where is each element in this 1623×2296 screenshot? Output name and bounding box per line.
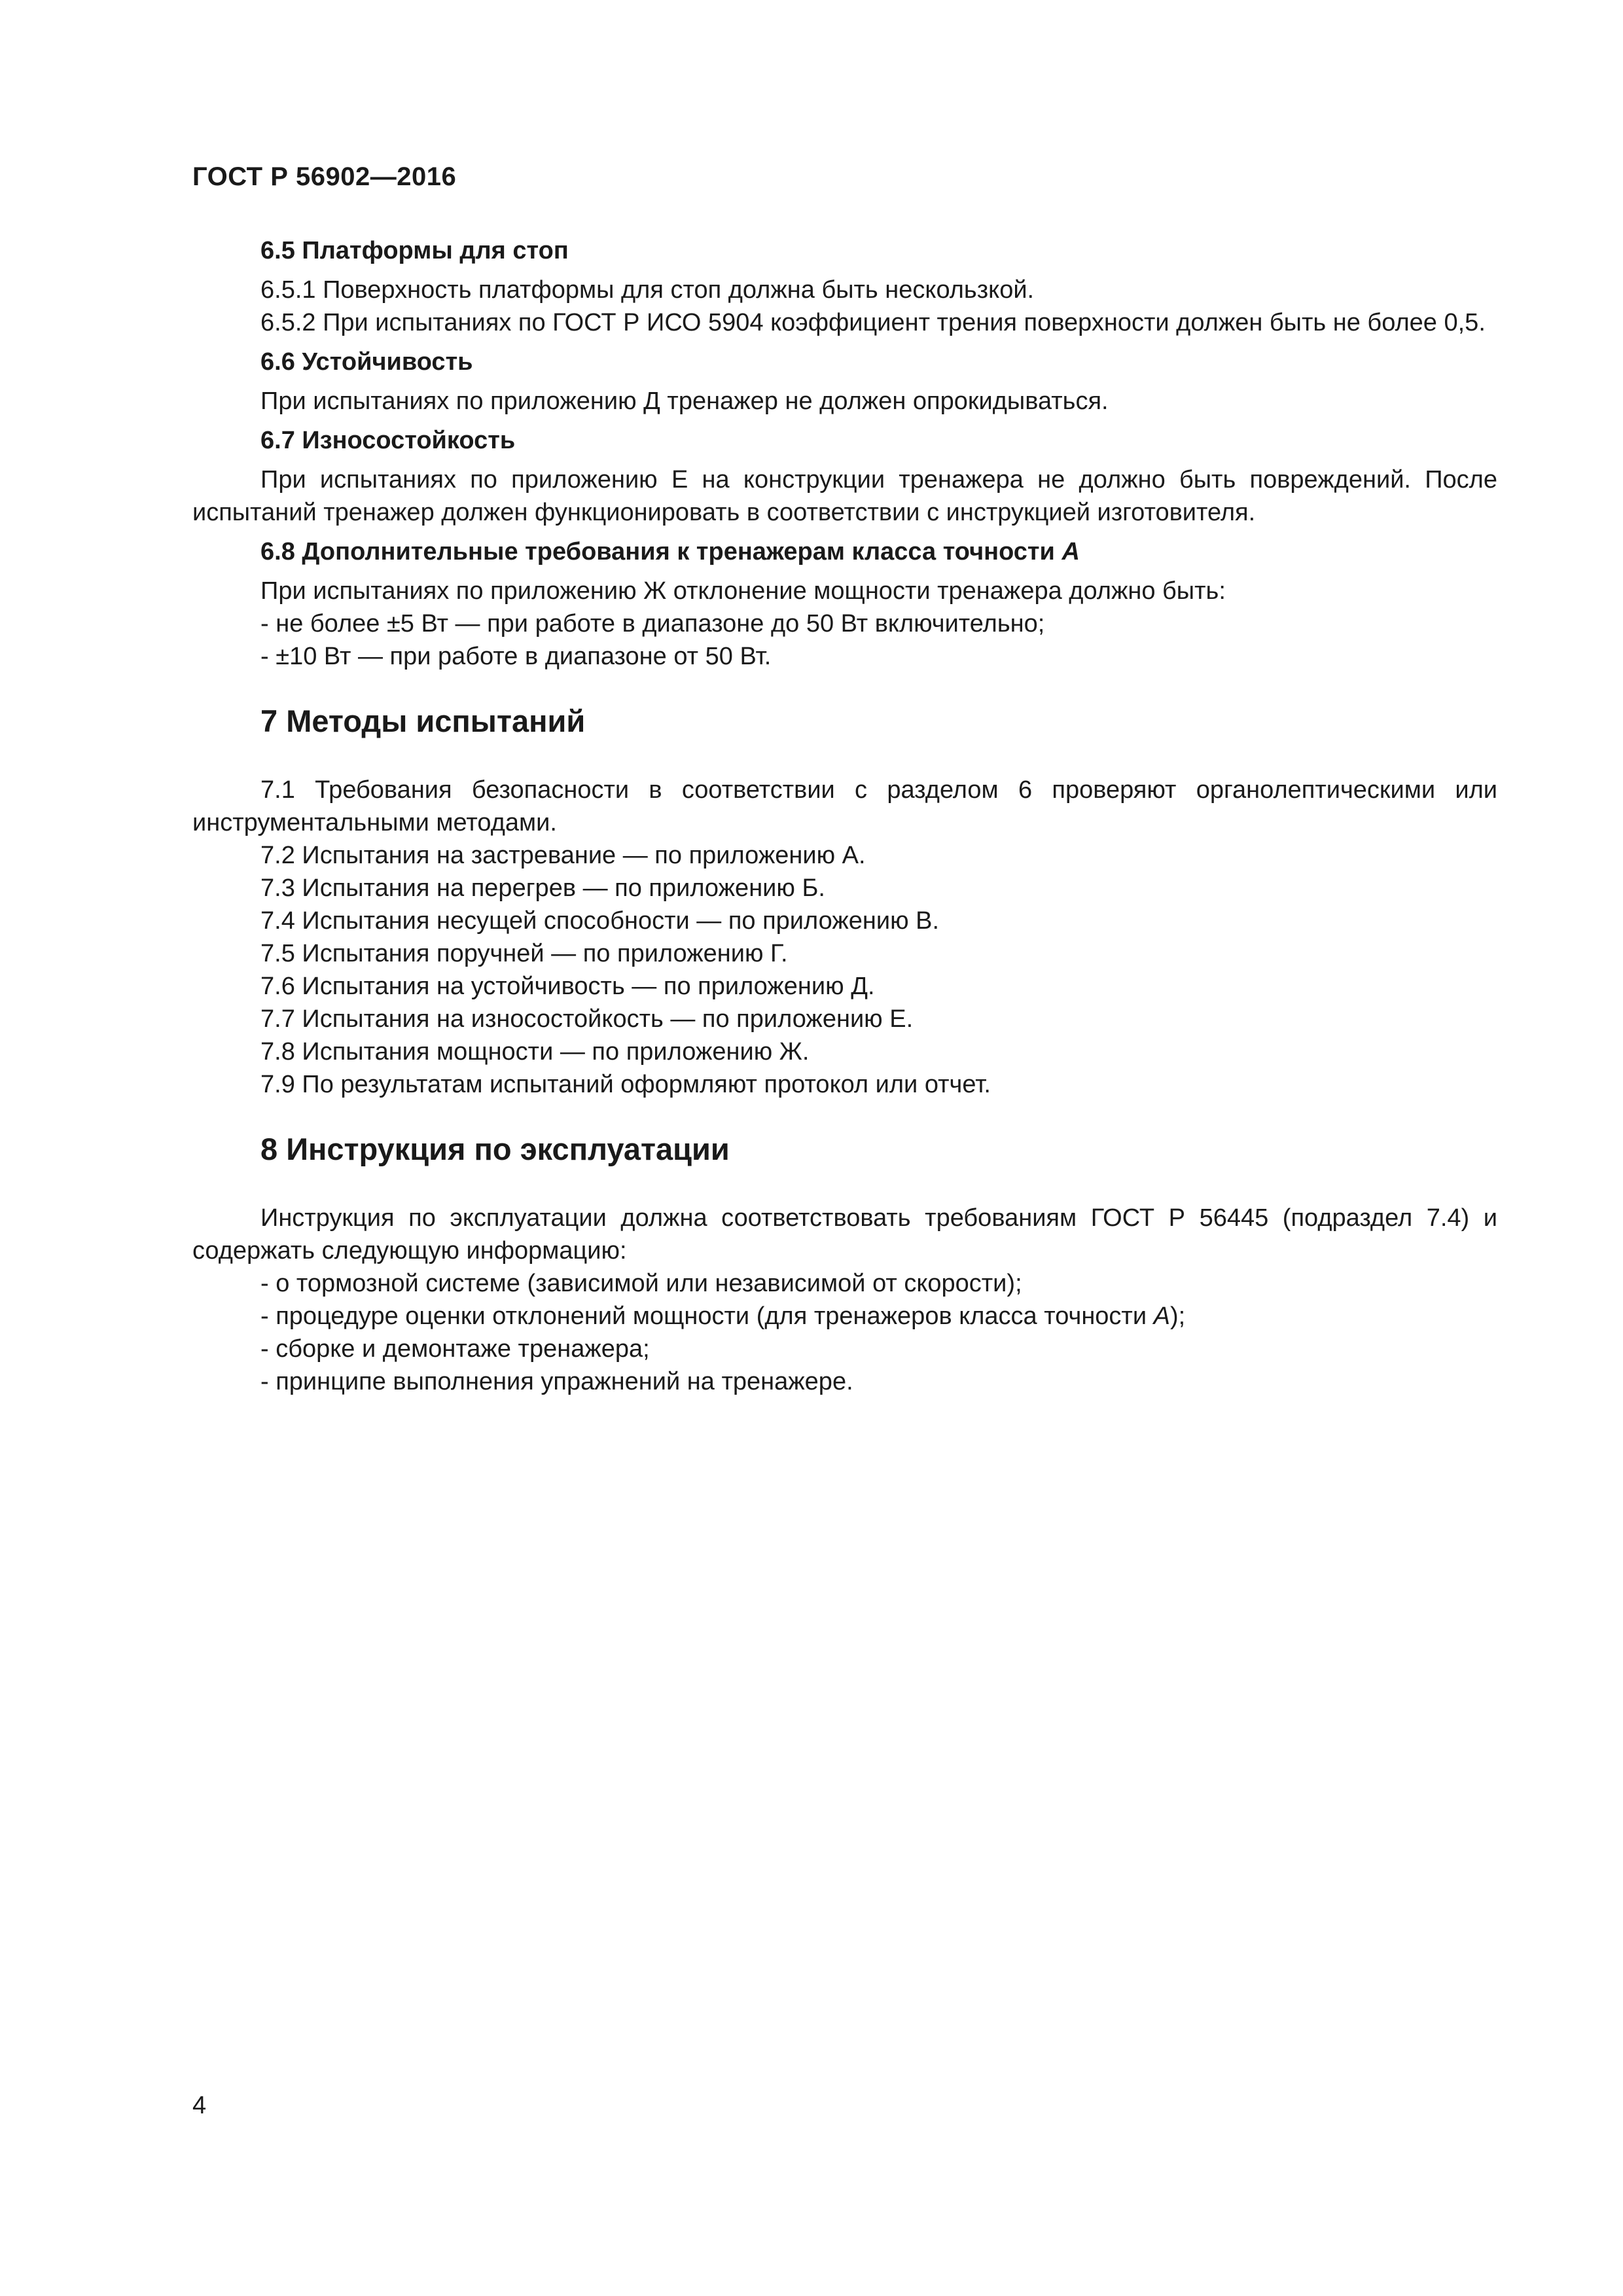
list-item: - принципе выполнения упражнений на тренажере. xyxy=(260,1368,853,1395)
page-number: 4 xyxy=(192,2092,207,2119)
paragraph-7-5: 7.5 Испытания поручней — по приложению Г. xyxy=(260,940,788,967)
list-item: - сборке и демонтаже тренажера; xyxy=(260,1335,650,1363)
section-6-6-title: 6.6 Устойчивость xyxy=(260,348,473,376)
paragraph-7-7: 7.7 Испытания на износостойкость — по приложению Е. xyxy=(260,1005,914,1033)
accuracy-class-letter: А xyxy=(1061,538,1080,565)
paragraph-7-9: 7.9 По результатам испытаний оформляют протокол или отчет. xyxy=(260,1071,991,1098)
section-7-title: 7 Методы испытаний xyxy=(260,704,586,738)
document-body xyxy=(192,229,1497,1398)
paragraph-6-8: При испытаниях по приложению Ж отклонение мощности тренажера должно быть: xyxy=(260,577,1226,605)
section-6-5-title: 6.5 Платформы для стоп xyxy=(260,237,569,264)
list-item: - ±10 Вт — при работе в диапазоне от 50 Вт. xyxy=(260,643,772,670)
paragraph-7-6: 7.6 Испытания на устойчивость — по приложению Д. xyxy=(260,973,875,1000)
paragraph-7-1: 7.1 Требования безопасности в соответствии с разделом 6 проверяют органолептическими или инструментальными методами. xyxy=(192,776,1497,836)
list-item-text-end: ); xyxy=(1169,1302,1186,1330)
list-item: - не более ±5 Вт — при работе в диапазоне до 50 Вт включительно; xyxy=(260,610,1045,637)
accuracy-class-letter: А xyxy=(1153,1302,1170,1330)
list-item: - о тормозной системе (зависимой или независимой от скорости); xyxy=(260,1270,1022,1297)
section-6-8-title-text: 6.8 Дополнительные требования к тренажерам класса точности xyxy=(260,538,1062,565)
paragraph-6-5-1: 6.5.1 Поверхность платформы для стоп должна быть нескользкой. xyxy=(260,276,1035,304)
paragraph-7-3: 7.3 Испытания на перегрев — по приложению Б. xyxy=(260,874,825,902)
section-6-8-title xyxy=(192,535,1497,568)
paragraph-6-6: При испытаниях по приложению Д тренажер не должен опрокидываться. xyxy=(260,387,1109,415)
section-6-7-title: 6.7 Износостойкость xyxy=(260,427,516,454)
paragraph-6-7: При испытаниях по приложению Е на конструкции тренажера не должно быть повреждений. После испытаний тренажер должен функционировать в соответствии с инструкцией изготовителя. xyxy=(192,466,1497,526)
paragraph-7-8: 7.8 Испытания мощности — по приложению Ж. xyxy=(260,1038,810,1066)
list-item-text: - процедуре оценки отклонений мощности (для тренажеров класса точности xyxy=(260,1302,1154,1330)
paragraph-8: Инструкция по эксплуатации должна соответствовать требованиям ГОСТ Р 56445 (подраздел 7.4) и содержать следующую информацию: xyxy=(192,1204,1497,1265)
paragraph-7-4: 7.4 Испытания несущей способности — по приложению В. xyxy=(260,907,940,935)
list-item xyxy=(192,1300,1497,1333)
paragraph-7-2: 7.2 Испытания на застревание — по приложению А. xyxy=(260,842,866,869)
section-8-title: 8 Инструкция по эксплуатации xyxy=(260,1132,730,1166)
document-header: ГОСТ Р 56902—2016 xyxy=(192,162,457,191)
paragraph-6-5-2: 6.5.2 При испытаниях по ГОСТ Р ИСО 5904 коэффициент трения поверхности должен быть не более 0,5. xyxy=(260,309,1486,336)
